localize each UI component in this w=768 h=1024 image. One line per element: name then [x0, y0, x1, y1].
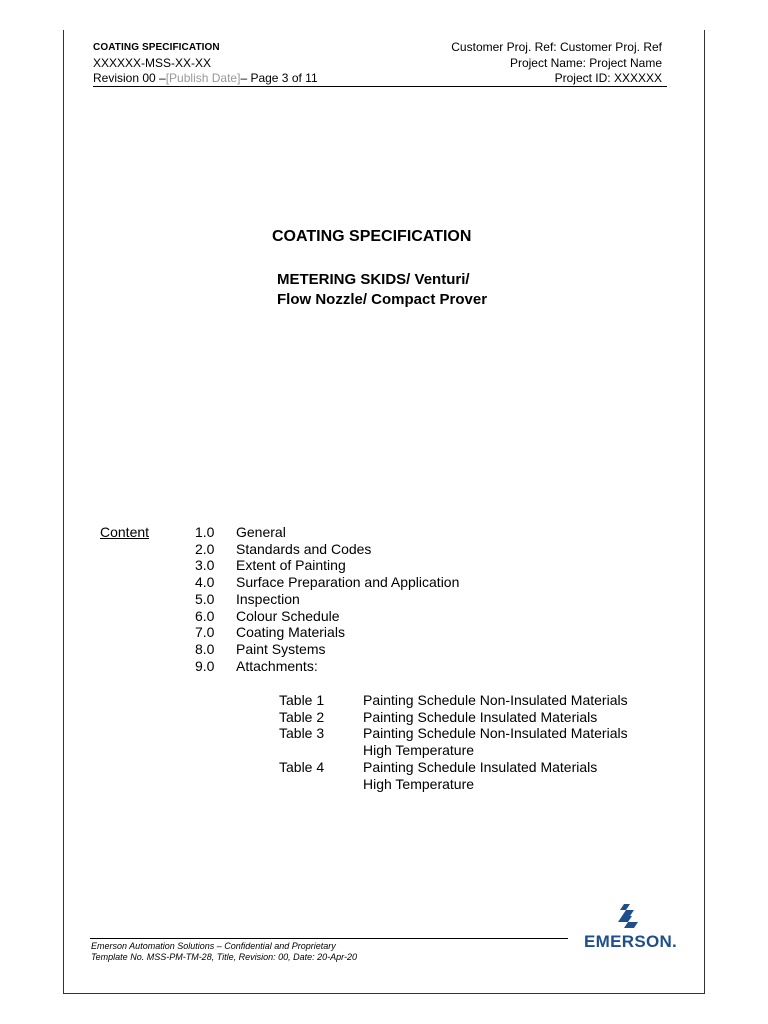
header-project-name: Project Name: Project Name: [509, 55, 662, 70]
table-of-contents: [195, 524, 459, 674]
publish-date-placeholder[interactable]: [Publish Date]: [165, 71, 241, 85]
header-right: [451, 40, 662, 87]
page-frame: [63, 30, 705, 994]
toc-item[interactable]: 4.0 Surface Preparation and Application: [195, 574, 460, 591]
toc-item[interactable]: 1.0 General: [195, 524, 286, 540]
header-doc-number: XXXXXX-MSS-XX-XX: [93, 55, 212, 70]
attachment-item[interactable]: Table 3 Painting Schedule Non-Insulated Materials High Temperature: [279, 725, 628, 759]
header-customer-ref: Customer Proj. Ref: Customer Proj. Ref: [451, 40, 662, 54]
subtitle-line-1: METERING SKIDS/ Venturi/: [277, 271, 470, 288]
header-doc-type: COATING SPECIFICATION: [93, 42, 220, 53]
subtitle-line-2: Flow Nozzle/ Compact Prover: [277, 291, 488, 308]
header-revision: Revision 00 –[Publish Date]– Page 3 of 11: [93, 71, 318, 85]
footer-line-1: Emerson Automation Solutions – Confidential and Proprietary: [91, 941, 336, 951]
toc-item[interactable]: 2.0 Standards and Codes: [195, 540, 372, 557]
header-left: [93, 40, 318, 87]
attachment-item[interactable]: Table 1 Painting Schedule Non-Insulated Materials: [279, 692, 628, 708]
toc-item[interactable]: 5.0 Inspection: [195, 590, 300, 607]
attachment-item[interactable]: Table 2 Painting Schedule Insulated Materials: [279, 708, 598, 725]
toc-item[interactable]: 7.0 Coating Materials: [195, 624, 345, 641]
page-title: COATING SPECIFICATION: [272, 228, 472, 245]
footer-line-2: Template No. MSS-PM-TM-28, Title, Revision: 00, Date: 20-Apr-20: [91, 951, 358, 962]
logo-wordmark: EMERSON.: [584, 932, 678, 951]
content-label: Content: [100, 524, 150, 540]
footer-divider: [90, 938, 568, 939]
toc-item[interactable]: 9.0 Attachments:: [195, 657, 318, 674]
attachments-list: [279, 692, 628, 792]
emerson-logo-icon: [584, 902, 676, 932]
page-subtitle: [277, 270, 487, 310]
header-divider: [93, 86, 667, 87]
footer-text: [91, 941, 357, 962]
toc-item[interactable]: 8.0 Paint Systems: [195, 640, 326, 657]
attachment-item[interactable]: Table 4 Painting Schedule Insulated Materials High Temperature: [279, 758, 598, 792]
toc-item[interactable]: 6.0 Colour Schedule: [195, 607, 340, 624]
emerson-logo: [584, 902, 676, 952]
toc-item[interactable]: 3.0 Extent of Painting: [195, 557, 346, 574]
header-project-id: Project ID: XXXXXX: [554, 71, 662, 85]
